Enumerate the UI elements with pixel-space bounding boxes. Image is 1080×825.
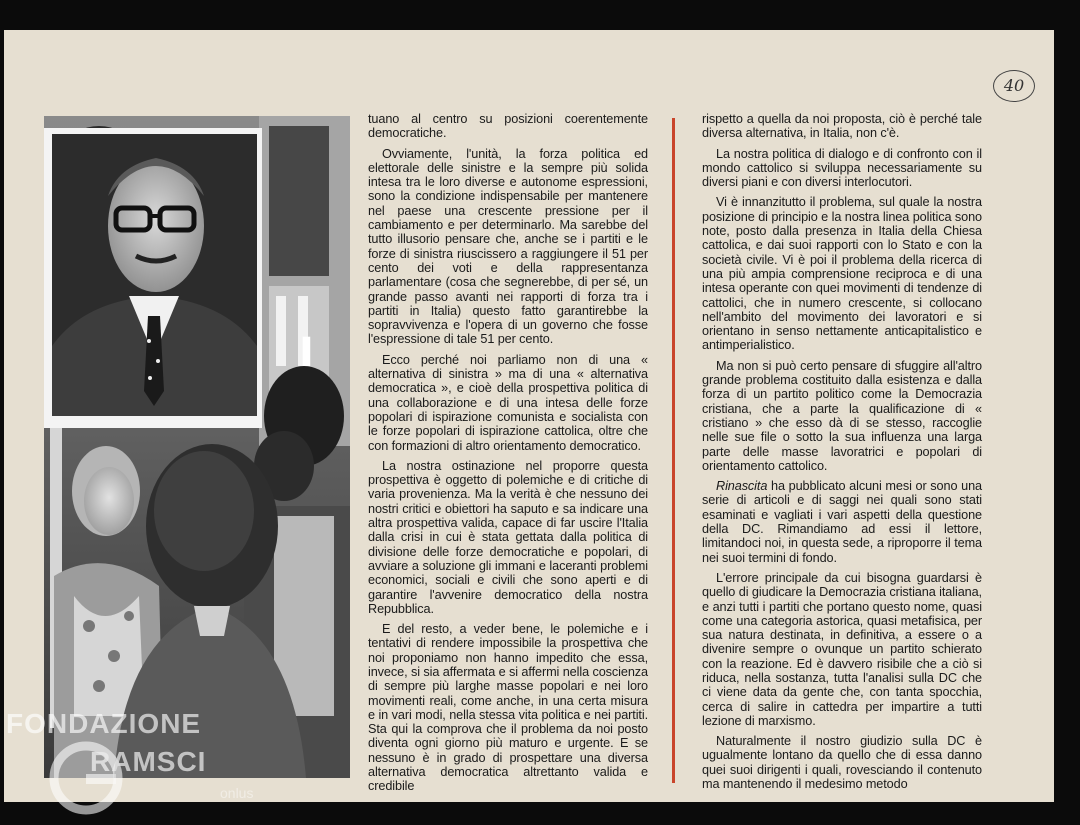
text-column-left [368, 112, 648, 800]
paragraph: L'errore principale da cui bisogna guardarsi è quello di giudicare la Democrazia cristiana italiana, e anzi tutti i partiti che portano questo nome, quasi come una categoria astorica, quasi metafisica, per sua natura destinata, in definitiva, a essere o a divenire sempre o ovunque un partito schierato con la reazione. Ed è davvero risibile che a ciò si riduca, nella sostanza, tutta l'analisi sulla DC che ci viene data da gente che, con tanta spocchia, cerca di salire in cattedra per impartire a tutti lezione di marxismo. [702, 570, 982, 728]
publication-title: Rinascita [716, 479, 768, 494]
text-column-right [702, 112, 982, 797]
watermark-line1: FONDAZIONE [6, 708, 202, 739]
background-sign-letter: I [299, 330, 314, 376]
paragraph: Vi è innanzitutto il problema, sul quale la nostra posizione di principio e la nostra linea politica sono note, posto dalla presenza in Italia della Chiesa cattolica, e dai suoi rapporti con lo Stato e con la società civile. Vi è poi il problema della ricerca di una più ampia comprensione reciproca e di una intesa operante con quei movimenti di tendenze di cattolici, che in numero crescente, si collocano nell'ambito del movimento dei lavoratori e si orientano in senso nettamente anticapitalistico e antimperialistico. [702, 195, 982, 353]
protest-photo-illustration [44, 116, 350, 778]
paragraph-text: ha pubblicato alcuni mesi or sono una serie di articoli e di saggi nei quali sono stati esaminati e vagliati i vari aspetti della questione della DC. Rimandiamo ad essi il lettore, limitandoci noi, in questa sede, a riproporre il tema nei suoi termini di fondo. [702, 479, 982, 565]
photograph [44, 116, 350, 778]
paragraph: Ovviamente, l'unità, la forza politica ed elettorale delle sinistre e la sempre più solida intesa tra le loro diverse e autonome espressioni, sono la condizione indispensabile per mantenere nel paese una crescente pressione per il cambiamento e per determinarlo. Ma sarebbe del tutto illusorio pensare che, anche se i partiti e le forze di sinistra riuscissero a raggiungere il 51 per cento dei voti e della rappresentanza parlamentare (cosa che segnerebbe, di per sé, un grande passo avanti nei rapporti di forza tra i partiti in Italia) questo fatto garantirebbe la sopravvivenza e l'opera di un governo che fosse l'espressione di tale 51 per cento. [368, 146, 648, 347]
paragraph: E del resto, a veder bene, le polemiche e i tentativi di rendere impossibile la prospettiva che noi proponiamo non hanno impedito che essa, invece, si sia affermata e si affermi nella coscienza di sempre più larghe masse popolari e nei loro movimenti reali, come anche, in una certa misura e in vari modi, nella stessa vita politica e nei partiti. Sta qui la comprova che il problema da noi posto diventa ogni giorno più maturo e urgente. E se nessuno è in grado di prospettare una diversa alternativa democratica altrettanto valida e credibile [368, 622, 648, 794]
paragraph: Ecco perché noi parliamo non di una « alternativa di sinistra » ma di una « alternativa democratica », e cioè della prospettiva politica di una collaborazione e di una intesa delle forze popolari di ispirazione comunista e socialista con le forze popolari di ispirazione cattolica, oltre che con formazioni di altro orientamento democratico. [368, 352, 648, 453]
fondazione-gramsci-watermark [6, 708, 276, 818]
watermark-onlus: onlus [220, 785, 254, 801]
page-number: 40 [993, 70, 1035, 102]
watermark-initial: G [74, 763, 98, 798]
paragraph: La nostra politica di dialogo e di confronto con il mondo cattolico si sviluppa necessariamente su diversi piani e con diversi interlocutori. [702, 146, 982, 190]
column-divider-rule [672, 118, 675, 783]
watermark-line2: RAMSCI [90, 746, 207, 777]
paragraph [702, 479, 982, 565]
paragraph: Naturalmente il nostro giudizio sulla DC è ugualmente lontano da quello che di essa danno quei suoi dirigenti i quali, rovesciando il contenuto ma mantenendo il medesimo metodo [702, 734, 982, 792]
magazine-page [4, 30, 1054, 802]
paragraph: La nostra ostinazione nel proporre questa prospettiva è oggetto di polemiche e di critiche di varia provenienza. Ma la verità è che nessuno dei nostri critici e obiettori ha saputo e sa indicare una altra prospettiva valida, capace di far uscire l'Italia dalla crisi in cui è stata gettata dalla politica di divisione delle forze democratiche e popolari, di avviare a soluzione gli immani e laceranti problemi economici, sociali e civili che sono aperti e di garantire l'avvenire democratico della nostra Repubblica. [368, 458, 648, 616]
paragraph: rispetto a quella da noi proposta, ciò è perché tale diversa alternativa, in Italia, non c'è. [702, 112, 982, 141]
paragraph: Ma non si può certo pensare di sfuggire all'altro grande problema costituito dalla esistenza e dalla forza di un partito politico come la Democrazia cristiana, che a parte la qualificazione di « cristiano » che esso dà di se stesso, raccoglie nelle sue file o sotto la sua influenza una larga parte delle masse lavoratrici e popolari di orientamento cattolico. [702, 358, 982, 473]
paragraph: tuano al centro su posizioni coerentemente democratiche. [368, 112, 648, 141]
